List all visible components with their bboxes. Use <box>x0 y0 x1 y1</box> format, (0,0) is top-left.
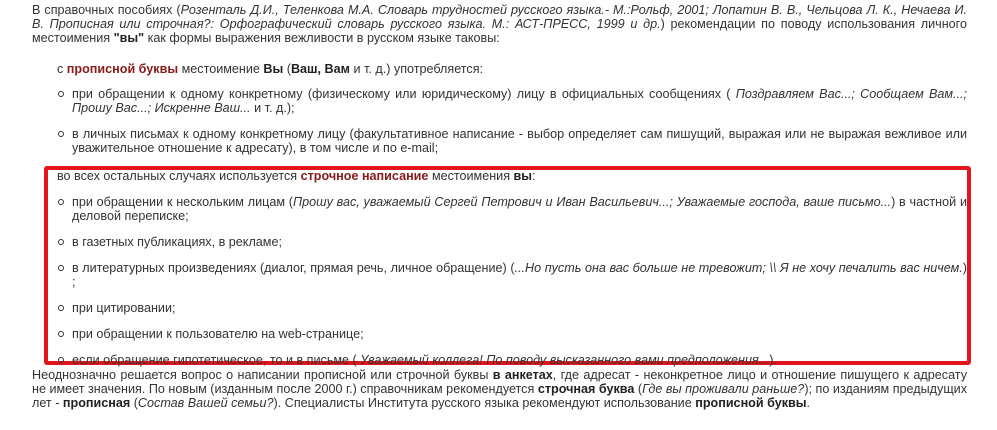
list-item: в газетных публикациях, в рекламе; <box>57 235 967 249</box>
intro-sources: Розенталь Д.И., Теленкова М.А. Словарь трудностей русского языка.- М.:Рольф, 2001; Лопатин В. В., Чельцова Л. К., Нечаева И. В. Прописная или строчная?: Орфографический словарь русского языка. М.: АСТ-ПРЕСС, 1999 и др. <box>32 3 967 31</box>
example-text: ...Но пусть она вас больше не тревожит; \\ Я не хочу печалить вас ничем. <box>514 261 963 275</box>
lowercase-term: строчное написание <box>300 169 429 183</box>
list-item: если обращение гипотетическое, то и в письме ( Уважаемый коллега! По поводу высказанного вами предположения...). <box>57 353 967 367</box>
intro-text: В справочных пособиях ( <box>32 3 181 17</box>
list-item: при обращении к пользователю на web-странице; <box>57 327 967 341</box>
intro-text: как формы выражения вежливости в русском языке таковы: <box>147 31 500 45</box>
list-item: при обращении к нескольким лицам (Прошу вас, уважаемый Сергей Петрович и Иван Васильевич...; Уважаемые господа, ваше письмо...) в частной и деловой переписке; <box>57 195 967 223</box>
list-item: в личных письмах к одному конкретному лицу (факультативное написание - выбор определяет сам пишущий, выражая или не выражая вежливое или уважительное отношение к адресату), в том числе и по e-mail; <box>57 127 967 155</box>
intro-text: ) рекомендации по поводу использования личного местоимения <box>32 17 967 45</box>
example-text: Уважаемый коллега! По поводу высказанного вами предположения... <box>360 353 770 367</box>
list-item: при цитировании; <box>57 301 967 315</box>
conclusion-paragraph: Неоднозначно решается вопрос о написании прописной или строчной буквы в анкетах, где адресат - неконкретное лицо и отношение пишущего к адресату не имеет значения. По новым (изданным после 2000 г.) справочникам рекомендуется строчная буква (Где вы проживали раньше?); по изданиям предыдущих лет - прописная (Состав Вашей семьи?). Специалисты Института русского языка рекомендуют использование прописной буквы. <box>32 368 968 410</box>
capital-letter-lead: с прописной буквы местоимение Вы (Ваш, Вам и т. д.) употребляется: <box>57 62 484 76</box>
list-item: в литературных произведениях (диалог, прямая речь, личное обращение) (...Но пусть она вас больше не тревожит; \\ Я не хочу печалить вас ничем.) ; <box>57 261 967 289</box>
example-text: Прошу вас, уважаемый Сергей Петрович и Иван Васильевич...; Уважаемые господа, ваше письмо... <box>292 195 892 209</box>
intro-pronoun: "вы" <box>113 31 145 45</box>
lowercase-section <box>57 169 967 367</box>
list-item: при обращении к одному конкретному (физическому или юридическому) лицу в официальных сообщениях ( Поздравляем Вас...; Сообщаем Вам...; Прошу Вас...; Искренне Ваш... и т. д.); <box>57 87 967 115</box>
capital-letter-term: прописной буквы <box>66 62 179 76</box>
intro-paragraph <box>32 3 967 45</box>
example-text: Поздравляем Вас...; Сообщаем Вам...; Прошу Вас...; Искренне Ваш... <box>72 87 968 115</box>
lowercase-lead: во всех остальных случаях используется строчное написание местоимения вы: <box>57 169 536 183</box>
capital-letter-section <box>57 62 967 155</box>
